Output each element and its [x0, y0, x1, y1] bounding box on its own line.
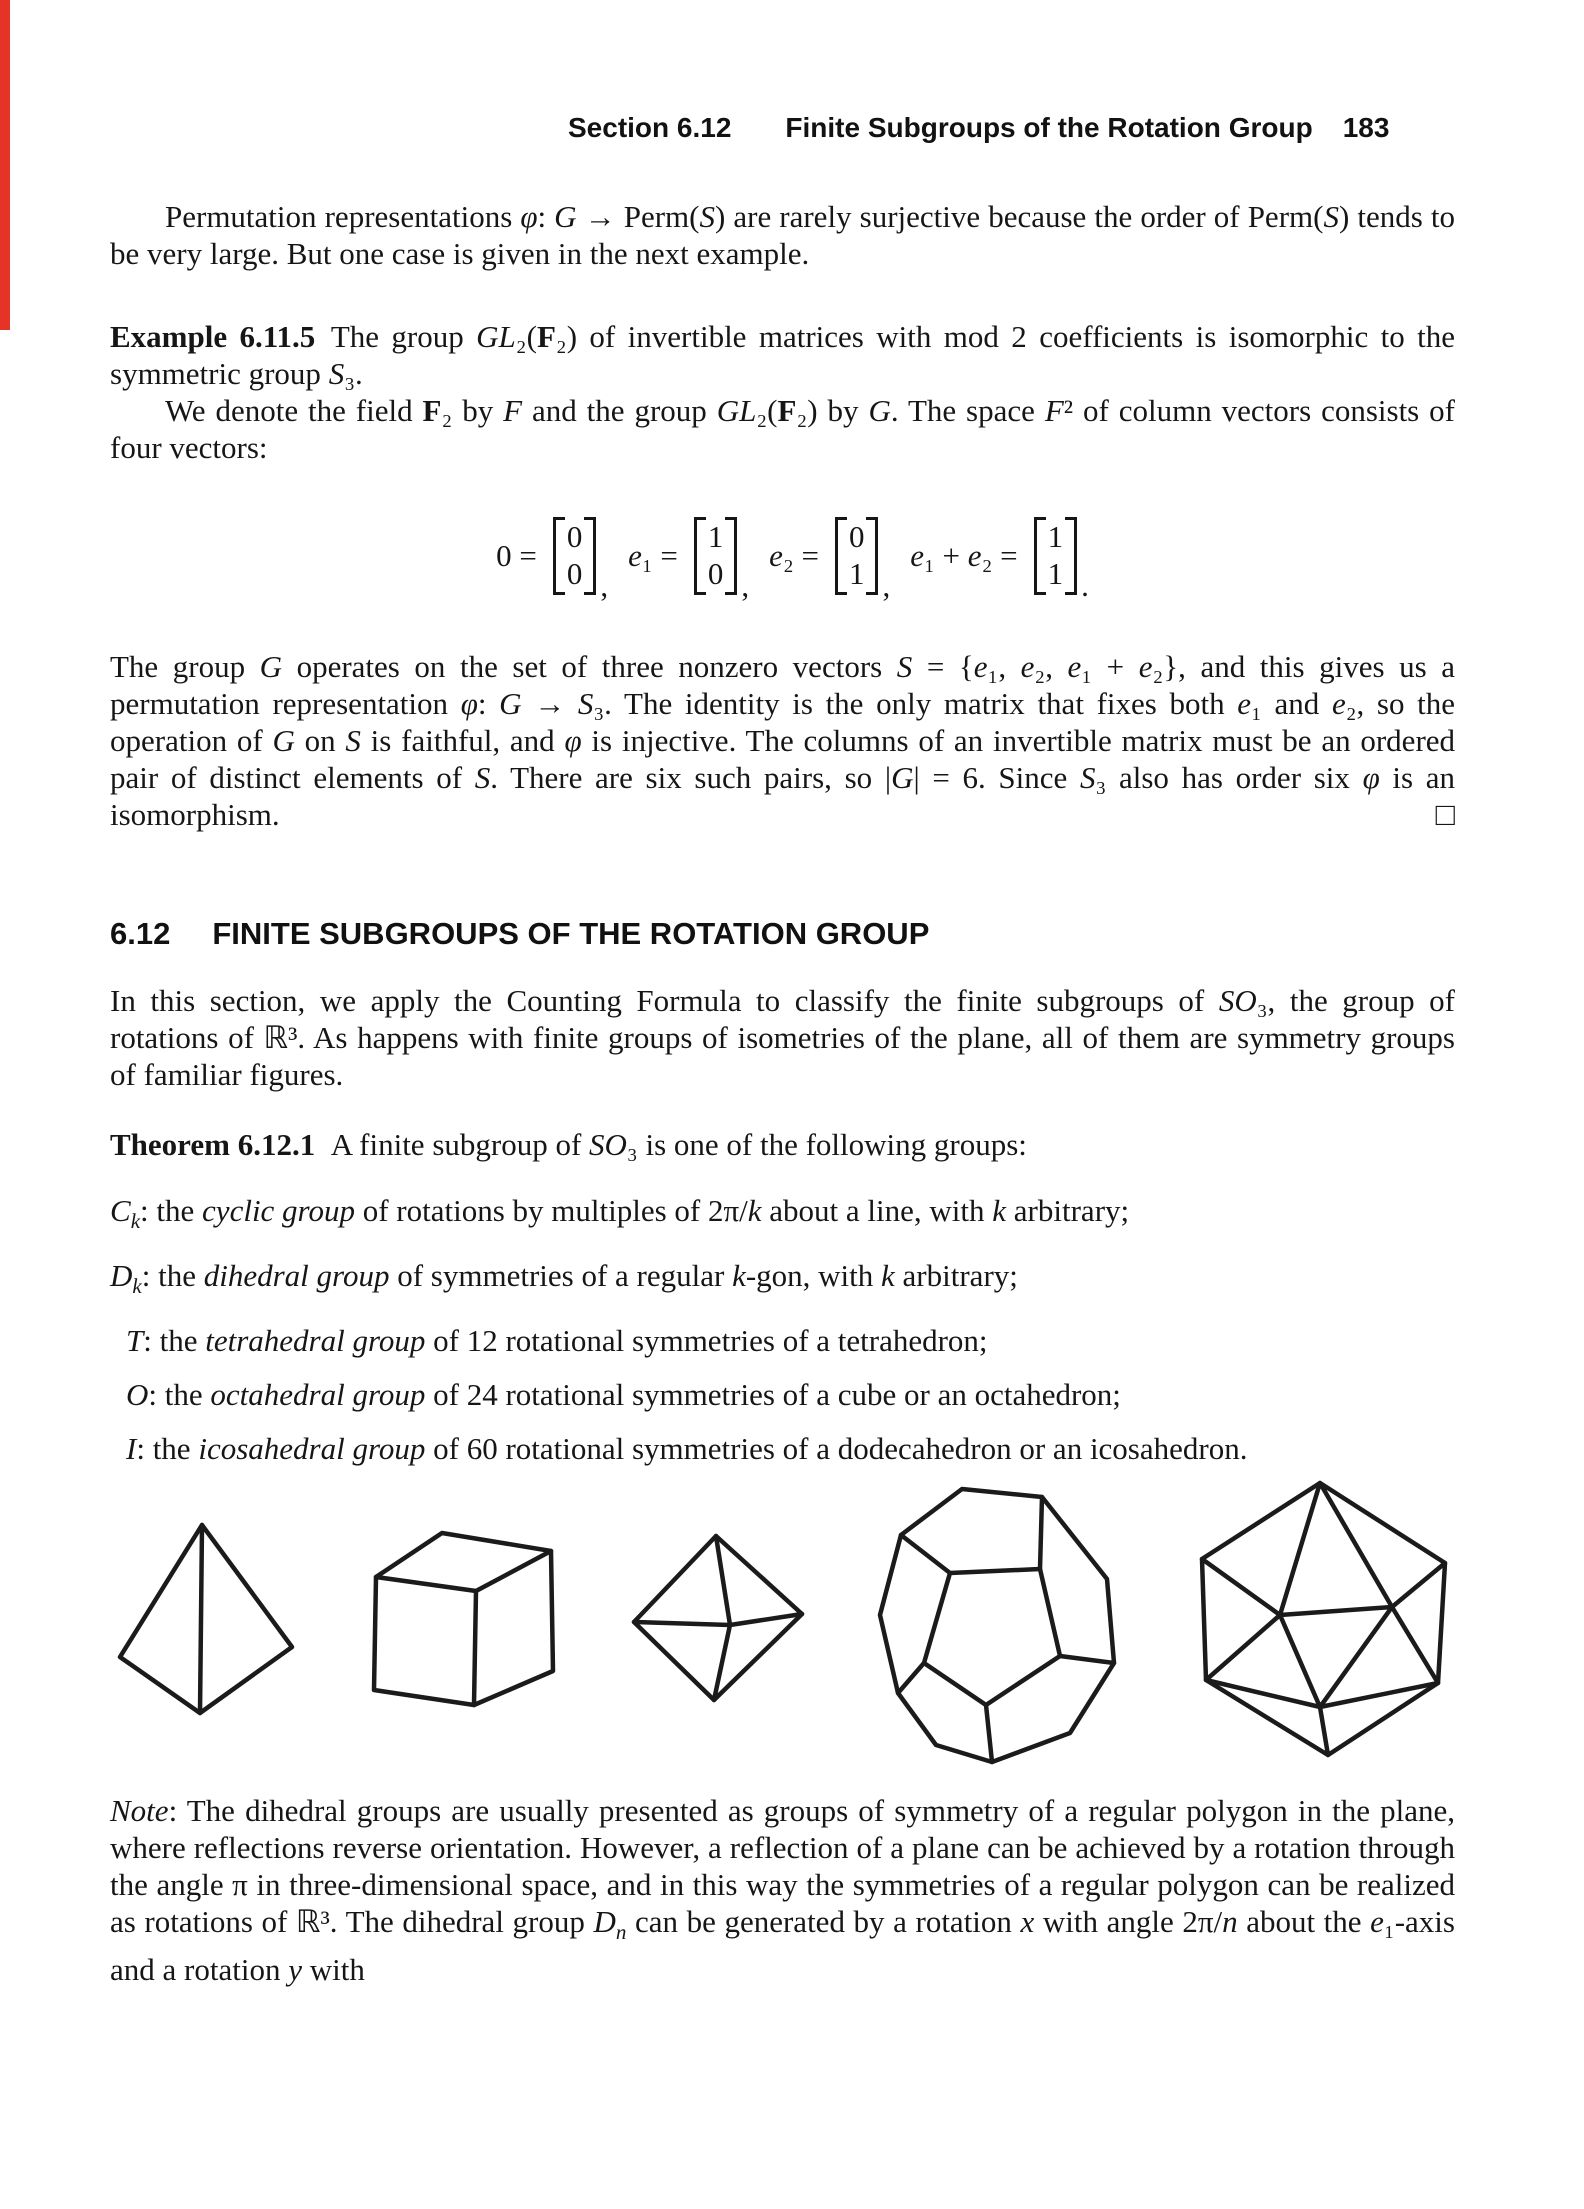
text-run: ₁ + — [924, 538, 968, 573]
text-run: φ — [460, 686, 478, 721]
text-run: e — [769, 538, 783, 573]
text-run: ₂( — [515, 319, 537, 354]
text-run: : the — [143, 1323, 206, 1359]
text-run: | = 6. Since — [913, 760, 1080, 795]
text-run: G — [868, 393, 891, 428]
text-run: : the — [136, 1431, 199, 1467]
text-run: → Perm( — [576, 199, 700, 234]
text-run: n — [1222, 1904, 1238, 1939]
text-run: ₃ is one of the following groups: — [626, 1127, 1027, 1162]
theorem-statement — [110, 1126, 1455, 1163]
text-run: F — [536, 319, 556, 354]
text-run: F — [777, 393, 797, 428]
text-run: ₁ + — [1081, 649, 1139, 684]
discussion-text — [110, 649, 1455, 832]
text-run: operates on the set of three nonzero vectors — [282, 649, 897, 684]
text-run: S — [328, 356, 345, 391]
column-vector: 0 0 — [551, 515, 599, 596]
text-run: G — [499, 686, 522, 721]
text-run: e — [1020, 649, 1035, 684]
dodecahedron-figure — [874, 1467, 1124, 1767]
running-header — [568, 112, 1389, 144]
text-run: S — [699, 199, 715, 234]
text-run: ₃. The identity is the only matrix that fixes both — [593, 686, 1238, 721]
qed-box: □ — [1435, 796, 1455, 832]
text-run: of rotations by multiples of 2π/ — [354, 1193, 748, 1228]
text-run: of symmetries of a regular — [389, 1258, 733, 1294]
text-run: ₁, — [987, 649, 1021, 684]
note-paragraph — [110, 1792, 1455, 1988]
text-run: is faithful, and — [360, 723, 565, 758]
text-run: S — [577, 686, 594, 721]
text-run: G — [259, 649, 283, 684]
equation-separator: , — [882, 568, 891, 603]
column-vector: 1 1 — [1032, 515, 1080, 596]
equation-lhs — [628, 538, 678, 574]
text-run: ₂ = — [782, 538, 819, 573]
text-run: ² of column vectors consists of four vectors: — [110, 393, 1455, 465]
cube-figure — [366, 1525, 561, 1710]
equation-separator: , — [741, 568, 750, 603]
text-run: T — [126, 1323, 144, 1359]
text-run: and the group — [522, 393, 717, 428]
text-run: 0 = — [496, 538, 537, 573]
text-run: : the — [141, 1258, 204, 1294]
text-run: of 12 rotational symmetries of a tetrahedron; — [425, 1323, 988, 1359]
text-run: cyclic group — [202, 1193, 355, 1228]
text-run: of 24 rotational symmetries of a cube or an octahedron; — [425, 1377, 1121, 1413]
equation-separator: , — [600, 568, 609, 603]
text-run: . There are six such pairs, so | — [490, 760, 892, 795]
text-run: ₂ — [555, 319, 567, 354]
text-run: D — [593, 1904, 616, 1939]
text-run: GL — [716, 393, 757, 428]
text-run: dihedral group — [203, 1258, 390, 1294]
text-run: ₂ by — [441, 393, 504, 428]
text-run: The group — [110, 649, 260, 684]
equation-lhs — [910, 538, 1017, 574]
text-run: can be generated by a rotation — [626, 1904, 1021, 1939]
text-run: x — [1020, 1904, 1035, 1939]
text-run: k — [132, 1274, 142, 1299]
text-run: ₂) by — [796, 393, 869, 428]
text-run: ₁ = — [641, 538, 678, 573]
list-item-cyclic — [110, 1192, 1455, 1240]
text-run: icosahedral group — [198, 1431, 426, 1467]
text-run: ) of invertible matrices with mod 2 coefficients is isomorphic to the symmetric group — [110, 319, 1455, 391]
octahedron-figure — [628, 1530, 808, 1705]
text-run: Note — [110, 1793, 169, 1828]
text-run: φ — [1362, 760, 1380, 795]
section-intro-paragraph — [110, 982, 1455, 1093]
text-run: F — [503, 393, 523, 428]
text-run: of 60 rotational symmetries of a dodecahedron or an icosahedron. — [425, 1431, 1248, 1467]
polyhedra-figure-row — [110, 1458, 1455, 1776]
icosahedron-figure — [1190, 1475, 1455, 1760]
text-run: O — [126, 1377, 149, 1413]
text-run: e — [973, 649, 988, 684]
text-run: n — [615, 1920, 627, 1945]
text-run: : the — [148, 1377, 211, 1413]
text-run: ₁ and — [1251, 686, 1332, 721]
text-run: ₃, the group of rotations of ℝ³. As happens with finite groups of isometries of the plane, all of them are symmetry groups of familiar figures. — [110, 983, 1455, 1092]
text-run: C — [110, 1193, 131, 1228]
example-paragraph-continued — [110, 392, 1455, 466]
running-header-title: Finite Subgroups of the Rotation Group — [785, 112, 1313, 143]
column-vector: 0 1 — [833, 515, 881, 596]
column-vector: 1 0 — [692, 515, 740, 596]
text-run: k — [992, 1193, 1007, 1228]
section-title: FINITE SUBGROUPS OF THE ROTATION GROUP — [212, 916, 930, 951]
text-run: ₂, so the operation of — [110, 686, 1456, 758]
text-run: e — [910, 538, 924, 573]
text-run: with — [301, 1952, 365, 1988]
text-run: e — [1370, 1904, 1384, 1939]
text-run: e — [628, 538, 642, 573]
text-run: -gon, with — [745, 1258, 882, 1294]
text-run: is an isomorphism. — [110, 760, 1456, 832]
text-run: Permutation representations — [165, 199, 521, 234]
text-run: octahedral group — [210, 1377, 426, 1413]
text-run: G — [891, 760, 914, 795]
equation-lhs — [496, 538, 537, 574]
text-run: ₂}, and this gives us a permutation representation — [110, 649, 1455, 721]
page-number: 183 — [1342, 112, 1390, 143]
text-run: e — [1331, 686, 1346, 721]
text-run: S — [474, 760, 491, 795]
text-run: k — [130, 1209, 141, 1234]
text-run: D — [110, 1258, 133, 1294]
display-equation — [110, 498, 1455, 614]
text-run: G — [554, 199, 577, 234]
text-run: e — [1237, 686, 1252, 721]
text-run: ₁-axis and a rotation — [110, 1904, 1455, 1988]
text-run: F — [1044, 393, 1064, 428]
text-run: G — [272, 723, 295, 758]
text-run: Theorem 6.12.1 — [110, 1127, 316, 1162]
text-run: : — [477, 686, 500, 721]
text-run: on — [294, 723, 346, 758]
section-heading — [110, 916, 929, 952]
list-item-dihedral — [110, 1257, 1455, 1305]
text-run: = { — [912, 649, 974, 684]
text-run: SO — [589, 1127, 627, 1162]
text-run: e — [1067, 649, 1082, 684]
text-run: S — [896, 649, 913, 684]
classification-list — [110, 1192, 1455, 1484]
text-run: arbitrary; — [894, 1258, 1018, 1294]
text-run: k — [881, 1258, 895, 1294]
example-block — [110, 318, 1455, 466]
text-run: ₂ = — [981, 538, 1018, 573]
text-run: ) are rarely surjective because the order of Perm( — [714, 199, 1324, 234]
text-run: : the — [140, 1193, 203, 1228]
example-discussion-paragraph — [110, 648, 1455, 833]
red-bookmark-ribbon — [0, 0, 10, 330]
text-run: Example 6.11.5 — [110, 319, 316, 354]
text-run: A finite subgroup of — [315, 1127, 590, 1162]
text-run: S — [1080, 760, 1096, 795]
text-run: k — [747, 1193, 762, 1228]
text-run: ) tends to be very large. But one case is given in the next example. — [110, 199, 1455, 271]
text-run: The group — [315, 319, 477, 354]
text-run: is injective. The columns of an invertible matrix must be an ordered pair of distinct elements of — [110, 723, 1456, 795]
tetrahedron-figure — [110, 1517, 300, 1717]
text-run: F — [422, 393, 442, 428]
example-paragraph — [110, 318, 1455, 392]
equation-separator: . — [1081, 568, 1089, 603]
equation-lhs — [769, 538, 819, 574]
text-run: e — [967, 538, 982, 573]
text-run: about a line, with — [761, 1193, 993, 1228]
text-run: ₂( — [756, 393, 778, 428]
text-run: k — [732, 1258, 746, 1294]
text-run: φ — [564, 723, 582, 758]
running-header-section: Section 6.12 — [568, 112, 732, 143]
text-run: tetrahedral group — [205, 1323, 426, 1359]
text-run: about the — [1237, 1904, 1371, 1939]
list-item-octahedral — [110, 1376, 1455, 1413]
text-run: y — [288, 1952, 302, 1988]
intro-paragraph — [110, 198, 1455, 272]
text-run: ₂, — [1034, 649, 1068, 684]
text-run: e — [1138, 649, 1153, 684]
text-run: S — [1323, 199, 1339, 234]
text-run: φ — [520, 199, 538, 234]
text-run: ₃ also has order six — [1095, 760, 1363, 795]
text-run: ₃. — [344, 356, 363, 391]
text-run: SO — [1218, 983, 1257, 1018]
text-run: In this section, we apply the Counting Formula to classify the finite subgroups of — [110, 983, 1219, 1018]
text-run: We denote the field — [165, 393, 423, 428]
text-run: with angle 2π/ — [1034, 1904, 1223, 1939]
text-run: S — [345, 723, 361, 758]
text-run: → — [521, 686, 578, 721]
text-run: : The dihedral groups are usually presented as groups of symmetry of a regular polygon in the plane, where reflections reverse orientation. However, a reflection of a plane can be achieved by a rotation through the angle π in three-dimensional space, and in this way the symmetries of a regular polygon can be realized as rotations of ℝ³. The dihedral group — [110, 1793, 1455, 1939]
text-run: . The space — [890, 393, 1045, 428]
list-item-tetrahedral — [110, 1322, 1455, 1359]
text-run: arbitrary; — [1006, 1193, 1130, 1228]
text-run: : — [537, 199, 555, 234]
text-run: I — [126, 1431, 137, 1467]
text-run: GL — [476, 319, 516, 354]
section-number: 6.12 — [110, 916, 171, 951]
